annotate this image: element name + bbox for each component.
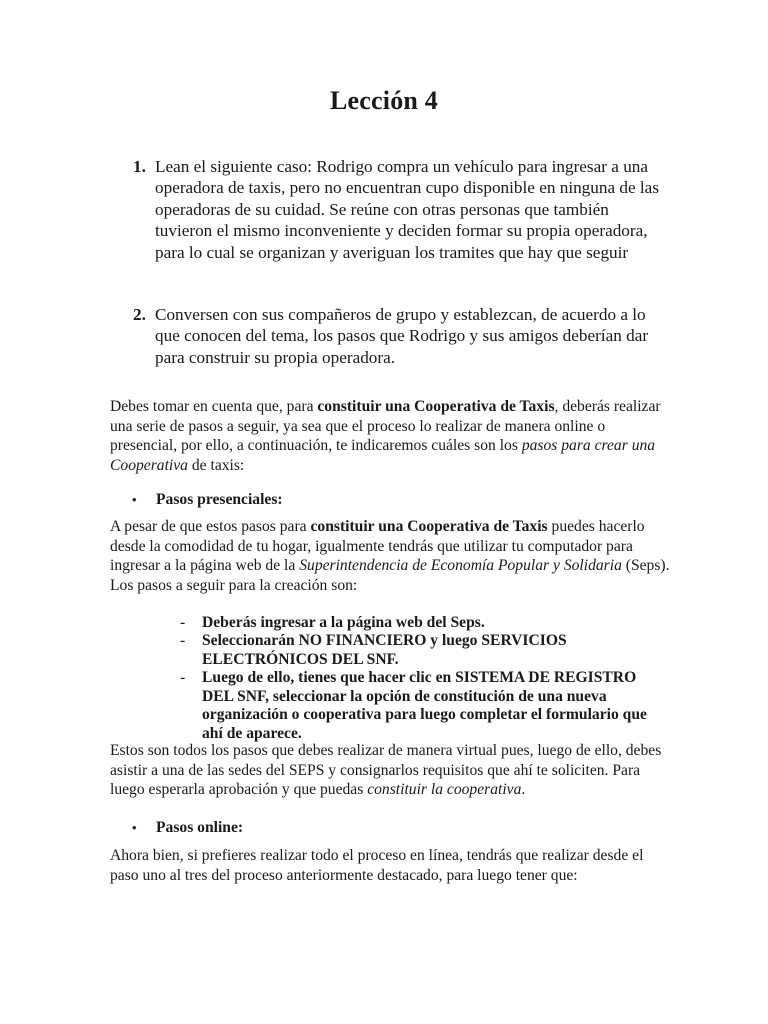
summary-paragraph [110, 741, 670, 800]
bullet-label: Pasos online: [156, 819, 244, 836]
step-item-3 [180, 669, 660, 743]
dash-marker: - [180, 669, 186, 686]
text-run: A pesar de que estos pasos para [110, 518, 311, 535]
step-text: Seleccionarán NO FINANCIERO y luego SERVICIOS ELECTRÓNICOS DEL SNF. [202, 632, 567, 668]
bullet-icon: • [132, 820, 137, 835]
italic-text-run: constituir la cooperativa [367, 781, 522, 799]
step-item-1 [180, 614, 660, 633]
question-number: 2. [133, 305, 146, 324]
question-text: Conversen con sus compañeros de grupo y establezcan, de acuerdo a lo que conocen del tema, los pasos que Rodrigo y sus amigos deberían dar para construir su propia operadora. [155, 305, 649, 367]
text-run: Estos son todos los pasos que debes realizar de manera virtual pues, luego de ello, debes asistir a una de las sedes del SEPS y consignarlos requisitos que ahí te soliciten. Para luego esperarla aprobación y que puedas [110, 742, 662, 799]
dash-marker: - [180, 614, 186, 631]
question-number: 1. [133, 157, 146, 176]
bullet-icon: • [132, 492, 137, 507]
bullet-heading-presenciales [132, 491, 283, 509]
page-title: Lección 4 [330, 86, 438, 115]
step-text: Deberás ingresar a la página web del Seps. [202, 614, 485, 631]
text-run: Debes tomar en cuenta que, para [110, 398, 318, 415]
question-1 [133, 156, 663, 263]
text-run: (Seps). Los pasos a seguir para la creación son: [110, 557, 670, 594]
italic-text-run: pasos para crear una Cooperativa [110, 437, 656, 474]
presenciales-paragraph [110, 517, 670, 595]
online-paragraph: Ahora bien, si prefieres realizar todo el proceso en línea, tendrás que realizar desde el paso uno al tres del proceso anteriormente destacado, para luego tener que: [110, 847, 644, 884]
dash-marker: - [180, 632, 186, 649]
text-run: . [521, 781, 526, 799]
text-run: de taxis: [187, 456, 245, 474]
step-text: Luego de ello, tienes que hacer clic en SISTEMA DE REGISTRO DEL SNF, seleccionar la opción de constitución de una nueva organización o cooperativa para luego completar el formulario que ahí de aparece. [202, 669, 647, 742]
intro-paragraph [110, 397, 670, 475]
text-run: puedes hacerlo desde la comodidad de tu hogar, igualmente tendrás que utilizar tu computador para ingresar a la página web de la [110, 518, 645, 575]
question-2 [133, 304, 663, 368]
italic-text-run: Superintendencia de Economía Popular y Solidaria [299, 557, 622, 575]
bold-text-run: constituir una Cooperativa de Taxis [317, 398, 555, 415]
text-run: , deberás realizar una serie de pasos a seguir, ya sea que el proceso lo realizar de manera online o presencial, por ello, a continuación, te indicaremos cuáles son los [110, 398, 661, 455]
bullet-heading-online [132, 819, 243, 837]
question-text: Lean el siguiente caso: Rodrigo compra un vehículo para ingresar a una operadora de taxis, pero no encuentran cupo disponible en ninguna de las operadoras de su cuidad. Se reúne con otras personas que también tuvieron el mismo inconveniente y deciden formar su propia operadora, para lo cual se organizan y averiguan los tramites que hay que seguir [155, 157, 660, 262]
bullet-label: Pasos presenciales: [156, 491, 283, 508]
step-item-2 [180, 632, 660, 669]
bold-text-run: constituir una Cooperativa de Taxis [310, 518, 548, 535]
